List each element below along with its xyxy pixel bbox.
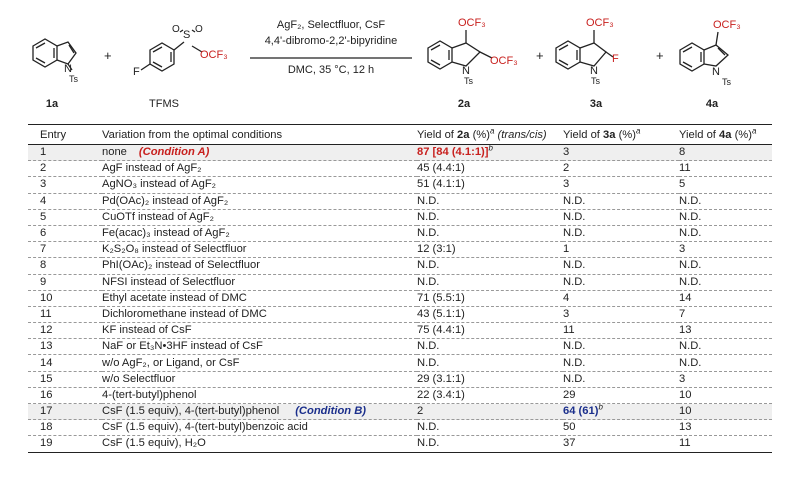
header-entry: Entry [28, 125, 102, 145]
condition-a-label: (Condition A) [138, 146, 210, 159]
yield-3a-cell [563, 242, 679, 258]
table-row [28, 225, 772, 241]
svg-text:Ts: Ts [464, 76, 473, 86]
yield-2a-cell [417, 339, 563, 355]
plus-2: + [536, 48, 544, 63]
entry-cell [28, 258, 102, 274]
variation-cell-text: CsF (1.5 equiv), 4-(tert-butyl)benzoic acid [102, 421, 308, 434]
table-row [28, 355, 772, 371]
plus-3: + [656, 48, 664, 63]
yield-4a-cell-text: 13 [679, 421, 692, 434]
variation-cell-text: CuOTf instead of AgF₂ [102, 210, 214, 223]
yield-2a-cell [417, 323, 563, 339]
variation-cell [102, 323, 417, 339]
yield-2a-cell-text: N.D. [417, 275, 440, 288]
svg-text:N: N [712, 66, 720, 78]
svg-text:O: O [195, 24, 203, 35]
product-3a-structure [556, 30, 613, 69]
entry-cell-text: 4 [40, 194, 47, 207]
variation-cell-text: Dichloromethane instead of DMC [102, 307, 267, 320]
yield-4a-cell [679, 355, 772, 371]
header-variation: Variation from the optimal conditions [102, 125, 417, 145]
yield-4a-cell-text: N.D. [679, 340, 702, 353]
svg-text:OCF₃: OCF₃ [490, 55, 518, 67]
yield-4a-cell [679, 436, 772, 452]
table-row [28, 371, 772, 387]
variation-cell [102, 306, 417, 322]
entry-cell-text: 15 [40, 372, 53, 385]
yield-3a-cell [563, 193, 679, 209]
header-yield-3a: Yield of 3a (%)$^a$ [563, 125, 679, 145]
variation-cell-text: CsF (1.5 equiv), H₂O [102, 437, 206, 450]
yield-3a-cell [563, 290, 679, 306]
yield-3a-cell-text: 50 [563, 421, 576, 434]
yield-4a-cell [679, 387, 772, 403]
entry-cell [28, 355, 102, 371]
yield-2a-cell [417, 404, 563, 420]
variation-cell [102, 161, 417, 177]
atom-s: S [183, 29, 191, 41]
yield-3a-cell-text: 3 [563, 307, 570, 320]
yield-2a-cell-text: N.D. [417, 437, 440, 450]
yield-2a-cell-text: 45 (4.4:1) [417, 162, 465, 175]
yield-2a-cell-text: N.D. [417, 194, 440, 207]
yield-4a-cell [679, 290, 772, 306]
yield-3a-cell [563, 436, 679, 452]
yield-2a-cell-text: 12 (3:1) [417, 243, 456, 256]
entry-cell-text: 14 [40, 356, 53, 369]
svg-text:OCF₃: OCF₃ [586, 17, 614, 29]
entry-cell-text: 12 [40, 324, 53, 337]
label-tfms: TFMS [149, 98, 179, 110]
entry-cell [28, 161, 102, 177]
yield-2a-cell-text: 87 [84 (4.1:1)] [417, 146, 489, 159]
table-row [28, 387, 772, 403]
yield-4a-cell [679, 225, 772, 241]
yield-3a-cell [563, 339, 679, 355]
svg-text:F: F [612, 53, 619, 65]
svg-text:OCF₃: OCF₃ [713, 19, 741, 31]
table-row [28, 161, 772, 177]
variation-cell [102, 145, 417, 161]
variation-cell [102, 420, 417, 436]
atom-f: F [133, 66, 140, 78]
yield-2a-cell [417, 242, 563, 258]
yield-4a-cell-text: 14 [679, 291, 692, 304]
variation-cell [102, 274, 417, 290]
yield-3a-cell [563, 225, 679, 241]
tfms-ocf3: OCF₃ [200, 49, 228, 61]
entry-cell [28, 404, 102, 420]
yield-2a-cell [417, 387, 563, 403]
yield-4a-cell [679, 306, 772, 322]
yield-4a-cell-text: 3 [679, 372, 686, 385]
yield-3a-cell [563, 306, 679, 322]
entry-cell-text: 5 [40, 210, 47, 223]
variation-cell [102, 193, 417, 209]
yield-2a-cell [417, 371, 563, 387]
variation-cell-text: AgNO₃ instead of AgF₂ [102, 178, 216, 191]
yield-4a-cell [679, 258, 772, 274]
table-row [28, 274, 772, 290]
entry-cell-text: 3 [40, 178, 47, 191]
yield-3a-cell [563, 274, 679, 290]
entry-cell-text: 7 [40, 243, 47, 256]
yield-3a-cell [563, 355, 679, 371]
yield-4a-cell [679, 404, 772, 420]
entry-cell [28, 209, 102, 225]
yield-2a-cell [417, 436, 563, 452]
variation-cell-text: NFSI instead of Selectfluor [102, 275, 236, 288]
table-row [28, 145, 772, 161]
optimization-table [28, 124, 772, 453]
yield-3a-cell-text: N.D. [563, 372, 586, 385]
entry-cell-text: 19 [40, 437, 53, 450]
yield-4a-cell [679, 242, 772, 258]
reaction-conditions: DMC, 35 °C, 12 h [287, 64, 375, 76]
variation-cell-text: w/o AgF₂, or Ligand, or CsF [102, 356, 240, 369]
label-2a: 2a [457, 98, 471, 110]
yield-2a-cell [417, 225, 563, 241]
variation-cell-text: NaF or Et₃N•3HF instead of CsF [102, 340, 263, 353]
table-row [28, 436, 772, 452]
variation-cell-text: none [102, 146, 127, 159]
yield-4a-cell-text: N.D. [679, 259, 702, 272]
entry-cell [28, 306, 102, 322]
table-row [28, 323, 772, 339]
entry-cell-text: 2 [40, 162, 47, 175]
product-4a-structure [680, 32, 728, 71]
yield-2a-cell: 87 [84 (4.1:1)]$^b$ [417, 145, 563, 161]
yield-3a-cell [563, 258, 679, 274]
yield-3a-cell-text: N.D. [563, 227, 586, 240]
yield-3a-cell-text: 4 [563, 291, 570, 304]
reagents-line1: AgF₂, Selectfluor, CsF [276, 19, 386, 31]
yield-4a-cell-text: 10 [679, 388, 692, 401]
yield-2a-cell-text: 51 (4.1:1) [417, 178, 465, 191]
yield-3a-cell-text: 1 [563, 243, 570, 256]
yield-4a-cell-text: 13 [679, 324, 692, 337]
yield-2a-cell [417, 420, 563, 436]
entry-cell-text: 17 [40, 405, 53, 418]
table-header-row [28, 125, 772, 145]
yield-2a-cell [417, 274, 563, 290]
yield-4a-cell-text: N.D. [679, 227, 702, 240]
entry-cell [28, 436, 102, 452]
entry-cell-text: 13 [40, 340, 53, 353]
yield-2a-cell-text: 22 (3.4:1) [417, 388, 465, 401]
yield-3a-cell-text: N.D. [563, 210, 586, 223]
svg-text:OCF₃: OCF₃ [458, 17, 486, 29]
variation-cell-text: PhI(OAc)₂ instead of Selectfluor [102, 259, 260, 272]
entry-cell [28, 387, 102, 403]
yield-3a-cell [563, 387, 679, 403]
variation-cell [102, 225, 417, 241]
reagents-line2: 4,4'-dibromo-2,2'-bipyridine [264, 35, 398, 47]
yield-2a-cell-text: N.D. [417, 356, 440, 369]
yield-2a-cell-text: 2 [417, 405, 424, 418]
variation-cell-text: w/o Selectfluor [102, 372, 176, 385]
svg-text:Ts: Ts [591, 76, 600, 86]
entry-cell-text: 9 [40, 275, 47, 288]
entry-cell [28, 274, 102, 290]
yield-4a-cell-text: 10 [679, 405, 692, 418]
entry-cell-text: 18 [40, 421, 53, 434]
variation-cell [102, 290, 417, 306]
yield-4a-cell [679, 371, 772, 387]
reaction-scheme [0, 0, 799, 120]
entry-cell [28, 242, 102, 258]
table-row [28, 258, 772, 274]
yield-2a-cell [417, 193, 563, 209]
table-row [28, 306, 772, 322]
header-yield-2a: Yield of 2a (%)$^a$ (trans/cis) [417, 125, 563, 145]
table-row [28, 339, 772, 355]
variation-cell-text: Fe(acac)₃ instead of AgF₂ [102, 227, 230, 240]
atom-n: N [462, 65, 470, 77]
variation-cell [102, 242, 417, 258]
entry-cell [28, 145, 102, 161]
yield-3a-cell [563, 145, 679, 161]
variation-cell [102, 339, 417, 355]
yield-4a-cell [679, 274, 772, 290]
yield-4a-cell-text: N.D. [679, 210, 702, 223]
yield-2a-cell [417, 258, 563, 274]
yield-4a-cell [679, 420, 772, 436]
variation-cell [102, 209, 417, 225]
variation-cell-text: CsF (1.5 equiv), 4-(tert-butyl)phenol [102, 405, 280, 418]
yield-4a-cell [679, 177, 772, 193]
entry-cell-text: 16 [40, 388, 53, 401]
yield-2a-cell [417, 177, 563, 193]
yield-3a-cell [563, 209, 679, 225]
tfms-structure [141, 30, 202, 71]
table-row [28, 420, 772, 436]
yield-2a-cell-text: N.D. [417, 421, 440, 434]
table-row [28, 209, 772, 225]
yield-2a-cell-text: N.D. [417, 227, 440, 240]
variation-cell-text: Pd(OAc)₂ instead of AgF₂ [102, 194, 229, 207]
entry-cell [28, 225, 102, 241]
yield-4a-cell [679, 323, 772, 339]
entry-cell-text: 6 [40, 227, 47, 240]
header-yield-4a: Yield of 4a (%)$^a$ [679, 125, 772, 145]
variation-cell [102, 355, 417, 371]
yield-4a-cell-text: 3 [679, 243, 686, 256]
svg-text:O: O [172, 24, 180, 35]
table-row [28, 193, 772, 209]
entry-cell [28, 339, 102, 355]
yield-2a-cell [417, 290, 563, 306]
entry-cell [28, 420, 102, 436]
yield-4a-cell [679, 209, 772, 225]
yield-3a-cell-text: N.D. [563, 259, 586, 272]
yield-4a-cell-text: N.D. [679, 275, 702, 288]
yield-3a-cell [563, 323, 679, 339]
yield-2a-cell-text: N.D. [417, 340, 440, 353]
label-1a: 1a [45, 98, 59, 110]
plus-1: + [104, 48, 112, 63]
entry-cell-text: 8 [40, 259, 47, 272]
yield-4a-cell-text: 11 [679, 437, 691, 450]
yield-2a-cell-text: 75 (4.4:1) [417, 324, 465, 337]
yield-4a-cell-text: 5 [679, 178, 686, 191]
yield-3a-cell-text: 3 [563, 146, 570, 159]
yield-2a-cell-text: 43 (5.1:1) [417, 307, 465, 320]
entry-cell [28, 177, 102, 193]
yield-2a-cell-text: 29 (3.1:1) [417, 372, 465, 385]
yield-4a-cell-text: N.D. [679, 194, 702, 207]
yield-3a-cell-text: N.D. [563, 275, 586, 288]
yield-3a-cell-text: N.D. [563, 356, 586, 369]
entry-cell [28, 193, 102, 209]
label-4a: 4a [705, 98, 719, 110]
yield-4a-cell-text: 8 [679, 146, 686, 159]
yield-3a-cell-text: 37 [563, 437, 576, 450]
variation-cell-text: Ethyl acetate instead of DMC [102, 291, 247, 304]
yield-3a-cell-text: 3 [563, 178, 570, 191]
entry-cell-text: 11 [40, 307, 52, 320]
yield-3a-cell-text: 11 [563, 324, 575, 337]
yield-3a-cell [563, 161, 679, 177]
yield-4a-cell [679, 193, 772, 209]
atom-n: N [64, 63, 72, 75]
condition-b-label: (Condition B) [295, 405, 367, 418]
entry-cell-text: 1 [40, 146, 47, 159]
svg-text:N: N [590, 65, 598, 77]
yield-3a-cell [563, 371, 679, 387]
yield-3a-cell-text: 29 [563, 388, 576, 401]
variation-cell-text: 4-(tert-butyl)phenol [102, 388, 197, 401]
atom-ts: Ts [69, 74, 78, 84]
table-row [28, 242, 772, 258]
yield-4a-cell-text: 11 [679, 162, 691, 175]
yield-3a-cell [563, 420, 679, 436]
yield-4a-cell [679, 339, 772, 355]
entry-cell [28, 371, 102, 387]
variation-cell [102, 387, 417, 403]
table-row [28, 404, 772, 420]
yield-2a-cell [417, 161, 563, 177]
yield-3a-cell: 64 $(61)^b$ [563, 404, 679, 420]
yield-4a-cell-text: 7 [679, 307, 686, 320]
yield-2a-cell-text: N.D. [417, 210, 440, 223]
table-row [28, 290, 772, 306]
yield-3a-cell-text: N.D. [563, 194, 586, 207]
yield-3a-cell [563, 177, 679, 193]
yield-2a-cell-text: N.D. [417, 259, 440, 272]
variation-cell [102, 404, 417, 420]
svg-text:Ts: Ts [722, 77, 731, 87]
table-row [28, 177, 772, 193]
yield-3a-cell-text: 64 (61) [563, 405, 599, 418]
yield-4a-cell [679, 161, 772, 177]
variation-cell [102, 258, 417, 274]
variation-cell-text: K₂S₂O₈ instead of Selectfluor [102, 243, 247, 256]
variation-cell [102, 436, 417, 452]
yield-4a-cell [679, 145, 772, 161]
yield-2a-cell [417, 209, 563, 225]
variation-cell [102, 371, 417, 387]
yield-4a-cell-text: N.D. [679, 356, 702, 369]
variation-cell [102, 177, 417, 193]
entry-cell [28, 323, 102, 339]
yield-2a-cell [417, 355, 563, 371]
product-2a-structure [428, 30, 492, 69]
yield-3a-cell-text: N.D. [563, 340, 586, 353]
yield-2a-cell-text: 71 (5.5:1) [417, 291, 465, 304]
yield-2a-cell [417, 306, 563, 322]
label-3a: 3a [589, 98, 603, 110]
entry-cell [28, 290, 102, 306]
yield-3a-cell-text: 2 [563, 162, 570, 175]
variation-cell-text: AgF instead of AgF₂ [102, 162, 202, 175]
variation-cell-text: KF instead of CsF [102, 324, 192, 337]
entry-cell-text: 10 [40, 291, 53, 304]
